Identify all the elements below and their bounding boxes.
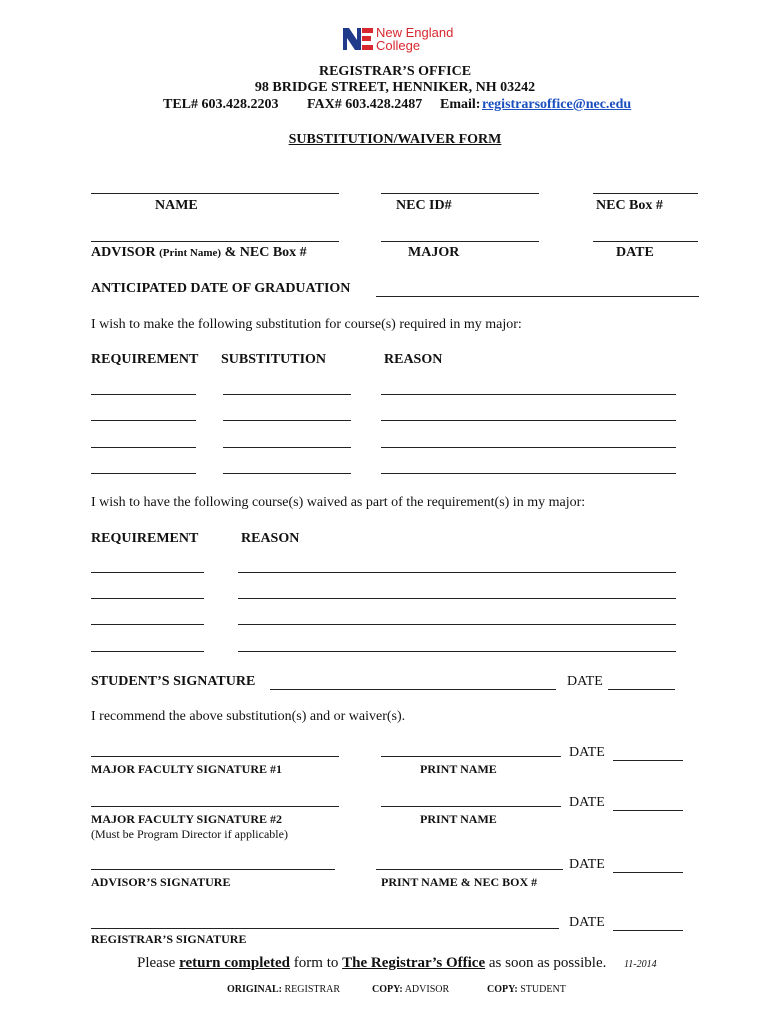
faculty1-signature-input[interactable] [91,740,339,757]
registrar-date-input[interactable] [613,914,683,931]
waiver-reason-input-2[interactable] [238,582,676,599]
sub-reason-input-1[interactable] [381,378,676,395]
email-link[interactable]: registrarsoffice@nec.edu [482,97,632,112]
sub-requirement-input-2[interactable] [91,404,196,421]
student-signature-input[interactable] [270,673,556,690]
copy2-value: STUDENT [520,984,566,995]
faculty2-date-input[interactable] [613,794,683,811]
advisor-signature-label: ADVISOR’S SIGNATURE [91,875,231,889]
form-title: SUBSTITUTION/WAIVER FORM [288,132,502,147]
advisor-print-label: PRINT NAME & NEC BOX # [381,875,538,889]
faculty1-print-label: PRINT NAME [420,762,497,776]
waiver-reason-input-4[interactable] [238,635,676,652]
graduation-label: ANTICIPATED DATE OF GRADUATION [91,281,351,296]
student-date-label: DATE [567,674,603,689]
logo-line1: New England [376,25,454,40]
faculty1-date-input[interactable] [613,744,683,761]
faculty1-print-input[interactable] [381,740,561,757]
waiver-requirement-input-4[interactable] [91,635,204,652]
graduation-input[interactable] [376,280,699,297]
sub-substitution-input-4[interactable] [223,457,351,474]
advisor-print-input[interactable] [376,853,563,870]
sub-substitution-input-2[interactable] [223,404,351,421]
sub-requirement-input-3[interactable] [91,431,196,448]
faculty2-signature-input[interactable] [91,790,339,807]
name-label: NAME [155,198,198,213]
office-title: REGISTRAR’S OFFICE [318,64,472,79]
sub-substitution-input-1[interactable] [223,378,351,395]
waiver-requirement-input-1[interactable] [91,556,204,573]
sub-requirement-input-4[interactable] [91,457,196,474]
faculty2-print-input[interactable] [381,790,561,807]
revision-code: 11-2014 [624,959,657,970]
copy1-label: COPY: [372,984,403,995]
faculty1-date-label: DATE [569,745,605,760]
advisor-signature-input[interactable] [91,853,335,870]
faculty2-date-label: DATE [569,795,605,810]
original-value: REGISTRAR [284,984,341,995]
footer-instruction [137,955,606,972]
waiver-col-requirement: REQUIREMENT [91,531,199,546]
registrar-date-label: DATE [569,915,605,930]
student-date-input[interactable] [608,673,675,690]
faculty2-note: (Must be Program Director if applicable) [91,827,288,841]
advisor-box-label: & NEC Box # [224,245,307,260]
distribution-copy-student [487,984,566,995]
copy2-label: COPY: [487,984,518,995]
faculty2-print-label: PRINT NAME [420,812,497,826]
advisor-print-name: (Print Name) [159,247,222,259]
nec-id-label: NEC ID# [396,198,452,213]
nec-box-label: NEC Box # [596,198,663,213]
advisor-label-text: ADVISOR [91,245,156,260]
date-input[interactable] [593,225,698,242]
footer-registrar-office: The Registrar’s Office [342,955,486,971]
footer-asap: as soon as possible. [485,955,607,971]
office-address: 98 BRIDGE STREET, HENNIKER, NH 03242 [254,80,536,95]
advisor-input[interactable] [91,225,339,242]
email-label: Email: [440,97,481,112]
sub-col-reason: REASON [384,352,443,367]
major-label: MAJOR [408,245,460,260]
footer-please: Please [137,955,180,971]
registrar-signature-label: REGISTRAR’S SIGNATURE [91,932,247,946]
sub-reason-input-4[interactable] [381,457,676,474]
sub-requirement-input-1[interactable] [91,378,196,395]
waiver-requirement-input-3[interactable] [91,608,204,625]
substitution-intro: I wish to make the following substitution for course(s) required in my major: [91,317,522,332]
advisor-date-input[interactable] [613,856,683,873]
sub-col-requirement: REQUIREMENT [91,352,199,367]
footer-form-to: form to [290,955,343,971]
faculty2-label: MAJOR FACULTY SIGNATURE #2 [91,812,283,826]
registrar-signature-input[interactable] [91,912,559,929]
college-logo-text [376,26,453,52]
waiver-intro: I wish to have the following course(s) waived as part of the requirement(s) in my major: [91,495,586,510]
sub-reason-input-2[interactable] [381,404,676,421]
waiver-reason-input-3[interactable] [238,608,676,625]
sub-substitution-input-3[interactable] [223,431,351,448]
footer-return-completed: return completed [179,955,291,971]
nec-logo-icon [343,26,373,52]
logo-line2: College [376,38,421,53]
original-label: ORIGINAL: [227,984,283,995]
major-input[interactable] [381,225,539,242]
office-tel: TEL# 603.428.2203 [163,97,279,112]
recommend-text: I recommend the above substitution(s) and or waiver(s). [91,709,406,724]
date-label: DATE [616,245,654,260]
waiver-reason-input-1[interactable] [238,556,676,573]
sub-col-substitution: SUBSTITUTION [221,352,327,367]
nec-box-input[interactable] [593,177,698,194]
name-input[interactable] [91,177,339,194]
nec-id-input[interactable] [381,177,539,194]
distribution-original [227,984,340,995]
waiver-col-reason: REASON [241,531,300,546]
student-signature-label: STUDENT’S SIGNATURE [91,674,256,689]
advisor-label [91,245,307,261]
waiver-requirement-input-2[interactable] [91,582,204,599]
office-fax: FAX# 603.428.2487 [307,97,423,112]
copy1-value: ADVISOR [404,984,450,995]
advisor-date-label: DATE [569,857,605,872]
distribution-copy-advisor [372,984,449,995]
sub-reason-input-3[interactable] [381,431,676,448]
faculty1-label: MAJOR FACULTY SIGNATURE #1 [91,762,283,776]
